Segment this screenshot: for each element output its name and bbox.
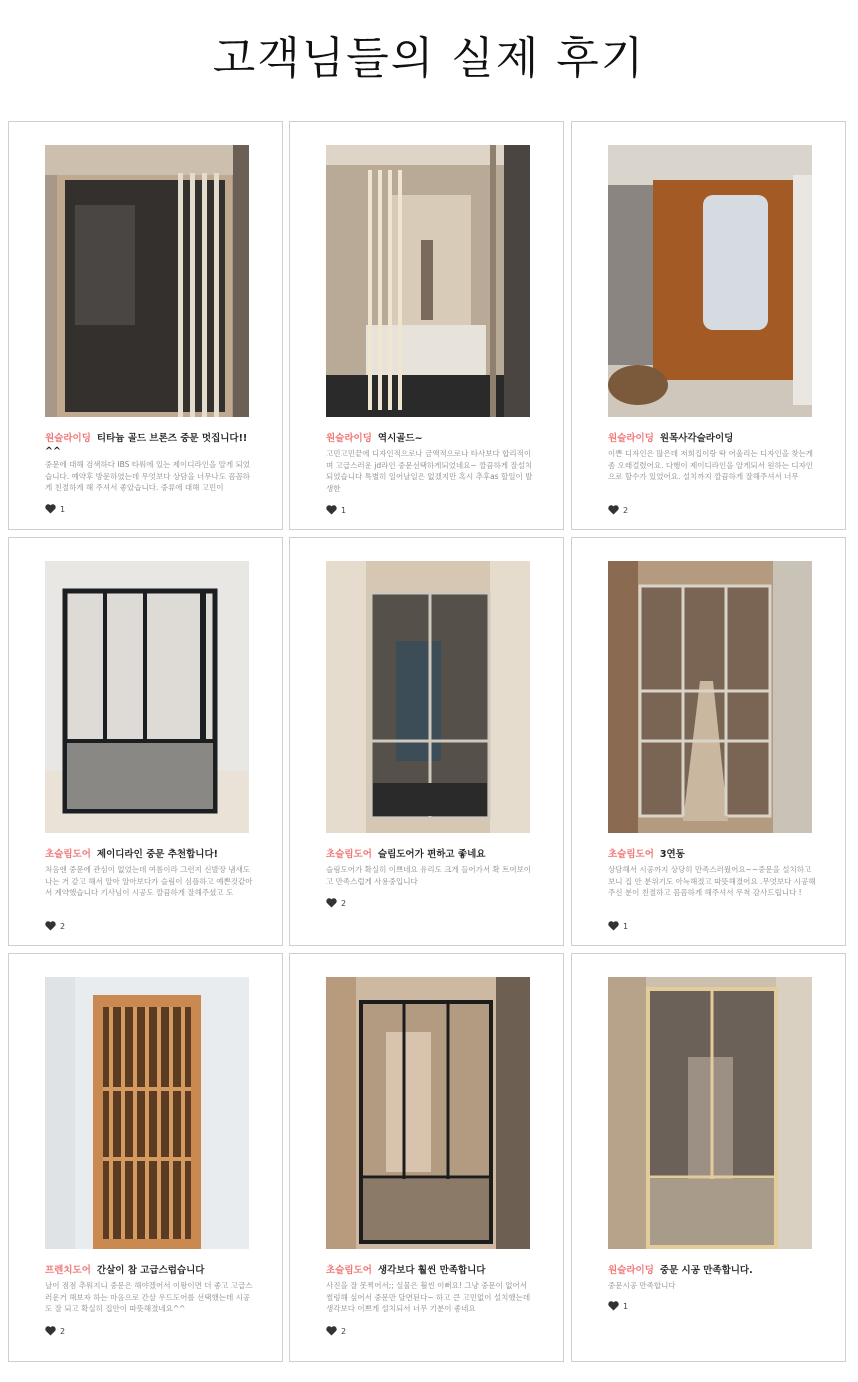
review-category: 초슬림도어	[326, 849, 372, 860]
review-category: 원슬라이딩	[608, 1265, 654, 1276]
heart-icon[interactable]	[608, 921, 619, 931]
heart-icon[interactable]	[45, 921, 56, 931]
review-photo[interactable]	[45, 145, 249, 417]
review-body: 처음엔 중문에 관심이 없었는데 여름이라 그런지 신발장 냄새도 나는 거 같고 해서 알아 알아보다가 슬림이 심플하고 예쁜것같아서 계약했습니다 기사님이 시공도 깔끔하게 잘해주셨고 도	[45, 865, 253, 897]
like-count-value: 1	[623, 1301, 629, 1311]
review-heading[interactable]	[608, 1264, 818, 1277]
review-category: 원슬라이딩	[45, 433, 91, 444]
heart-icon[interactable]	[326, 505, 337, 515]
like-count-value: 1	[60, 504, 66, 514]
review-category: 초슬림도어	[608, 849, 654, 860]
like-count[interactable]	[608, 1301, 628, 1311]
review-body: 슬림도어가 확실히 이쁘네요 유리도 크게 들어가서 확 트여보이고 만족스럽게 사용중입니다	[326, 865, 532, 886]
review-title: 생각보다 훨씬 만족합니다	[377, 1265, 486, 1276]
like-count[interactable]	[45, 1326, 65, 1336]
review-title: 원목사각슬라이딩	[659, 433, 734, 444]
like-count[interactable]	[608, 921, 628, 931]
like-count[interactable]	[326, 898, 346, 908]
like-count-value: 2	[60, 921, 66, 931]
review-heading[interactable]	[608, 432, 818, 445]
review-category: 초슬림도어	[45, 849, 91, 860]
like-count[interactable]	[608, 505, 628, 515]
like-count[interactable]	[326, 505, 346, 515]
review-photo[interactable]	[608, 977, 812, 1249]
review-card[interactable]	[8, 537, 283, 946]
like-count[interactable]	[45, 504, 65, 514]
review-card[interactable]	[571, 537, 846, 946]
heart-icon[interactable]	[45, 1326, 56, 1336]
review-card[interactable]	[289, 537, 564, 946]
review-heading[interactable]	[45, 1264, 255, 1277]
heart-icon[interactable]	[326, 1326, 337, 1336]
review-body: 중문시공 만족합니다	[608, 1281, 676, 1290]
heart-icon[interactable]	[608, 1301, 619, 1311]
review-body: 이쁜 디자인은 많은데 저희집이랑 딱 어울리는 디자인을 찾는게 좀 오래걸렸어요. 다행이 제이디라인을 알게되서 원하는 디자인으로 할수가 있었어요. 설치까지 깔끔하게 잘해주셔서 너무	[608, 449, 814, 481]
review-heading[interactable]	[45, 432, 255, 458]
heart-icon[interactable]	[608, 505, 619, 515]
review-title: 간살이 참 고급스럽습니다	[96, 1265, 205, 1276]
review-card[interactable]	[571, 121, 846, 530]
like-count-value: 2	[341, 1326, 347, 1336]
like-count[interactable]	[45, 921, 65, 931]
review-title: 역시골드~	[377, 433, 423, 444]
review-photo[interactable]	[45, 977, 249, 1249]
review-card[interactable]	[8, 953, 283, 1362]
review-photo[interactable]	[608, 561, 812, 833]
page-title: 고객님들의 실제 후기	[212, 33, 646, 84]
review-photo[interactable]	[45, 561, 249, 833]
like-count[interactable]	[326, 1326, 346, 1336]
heart-icon[interactable]	[326, 898, 337, 908]
review-category: 원슬라이딩	[326, 433, 372, 444]
like-count-value: 2	[60, 1326, 66, 1336]
review-heading[interactable]	[326, 1264, 536, 1277]
review-body: 중문에 대해 검색하다 IBS 타워에 있는 제이디라인을 알게 되었습니다. 예약후 방문하였는데 무엇보다 상담을 너무나도 꼼꼼하게 친절하게 해 주셔서 좋았습니다. 중류에 대해 고민이	[45, 460, 251, 492]
review-category: 초슬림도어	[326, 1265, 372, 1276]
review-photo[interactable]	[326, 561, 530, 833]
review-title: 슬림도어가 편하고 좋네요	[377, 849, 486, 860]
review-photo[interactable]	[326, 145, 530, 417]
review-title: 티타늄 골드 브론즈 중문 멋집니다!! ^^	[45, 433, 248, 457]
review-card[interactable]	[8, 121, 283, 530]
like-count-value: 2	[341, 898, 347, 908]
review-photo[interactable]	[326, 977, 530, 1249]
review-body: 고민고민끝에 디자인적으로나 금액적으로나 타사보다 합리적이며 고급스러운 jd라인 중문선택하게되었네요~ 깔끔하게 잘설치되었습니다 특별히 일어날일은 없겠지만 혹시 추후as 할일이 발생한	[326, 449, 533, 493]
like-count-value: 2	[623, 505, 629, 515]
review-card[interactable]	[289, 953, 564, 1362]
review-body: 사진을 잘 못찍어서;; 실물은 훨씬 이뻐요! 그냥 중문이 없어서 썰렁해 싶어서 중문만 달면된다~ 하고 큰 고민없이 설치했는데 생각보다 이쁘게 설치되서 너무 기분이 좋네요	[326, 1281, 531, 1313]
review-body: 상담해서 시공까지 상당히 만족스러웠어요~~중문을 설치하고 보니 집 안 분위기도 아늑해졌고 따뜻해졌어요 .무엇보다 시공해 주신 분이 친절하고 꼼꼼하게 해주셔서 무척 감사드립니다 !	[608, 865, 816, 897]
review-title: 중문 시공 만족합니다.	[659, 1265, 753, 1276]
review-heading[interactable]	[326, 432, 536, 445]
review-title: 3연동	[659, 849, 685, 860]
review-heading[interactable]	[45, 848, 255, 861]
review-card[interactable]	[289, 121, 564, 530]
review-photo[interactable]	[608, 145, 812, 417]
review-category: 원슬라이딩	[608, 433, 654, 444]
review-category: 프렌치도어	[45, 1265, 91, 1276]
review-heading[interactable]	[326, 848, 536, 861]
like-count-value: 1	[341, 505, 347, 515]
like-count-value: 1	[623, 921, 629, 931]
review-card[interactable]	[571, 953, 846, 1362]
review-heading[interactable]	[608, 848, 818, 861]
review-title: 제이디라인 중문 추천합니다!	[96, 849, 218, 860]
review-body: 날이 점점 추워지니 중문은 해야겠어서 이왕이면 더 좋고 고급스러운거 해보자 하는 마음으로 간살 우드도어를 선택했는데 시공도 잘 되고 확실히 집안이 따뜻해졌네요^^	[45, 1281, 253, 1313]
heart-icon[interactable]	[45, 504, 56, 514]
